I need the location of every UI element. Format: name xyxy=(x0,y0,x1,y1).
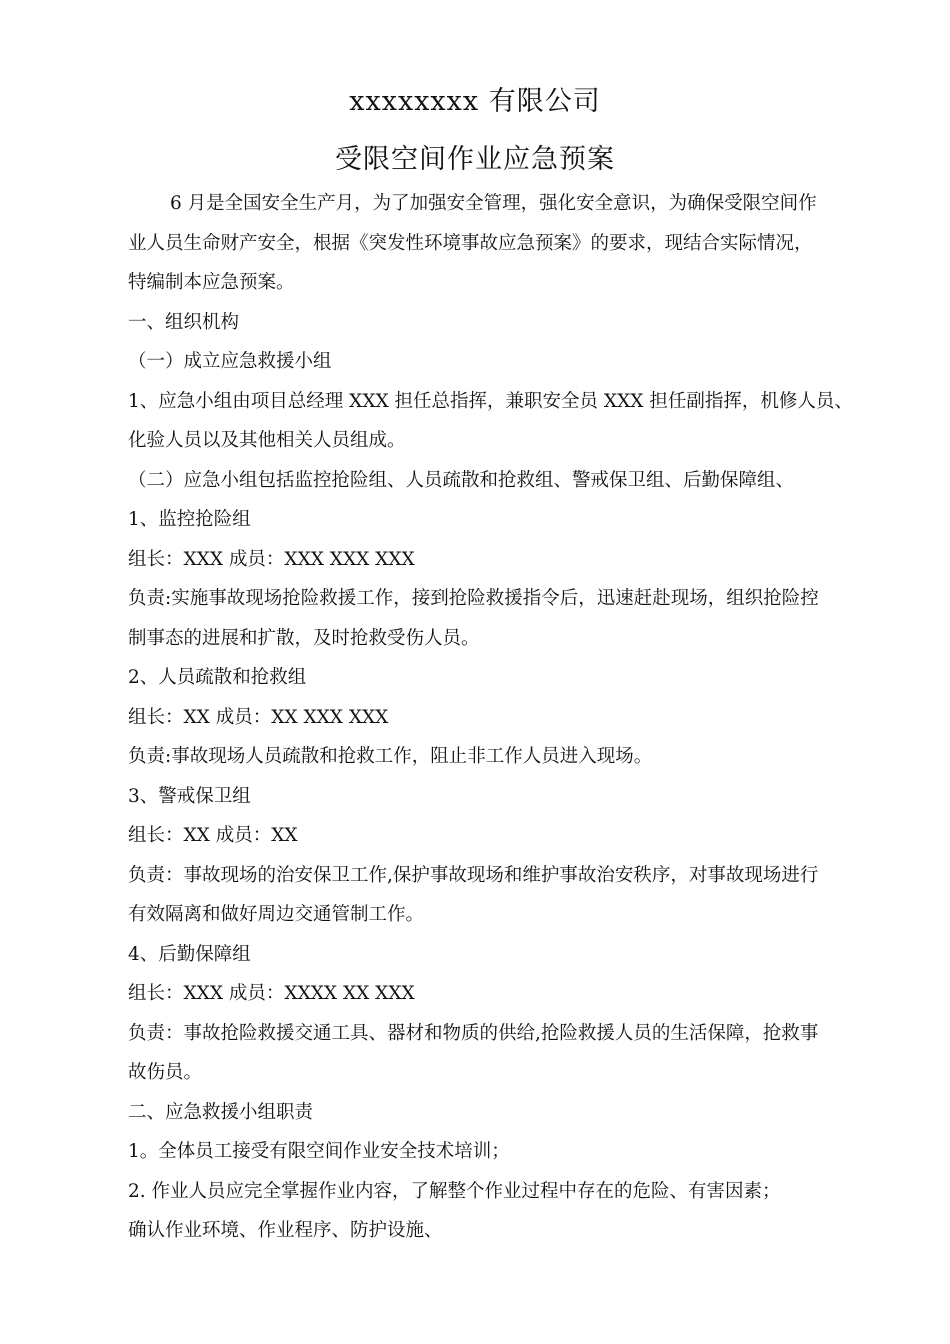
group-duty: 故伤员。 xyxy=(128,1062,203,1083)
group-duty: 负责：事故抢险救援交通工具、器材和物质的供给,抢险救援人员的生活保障，抢救事 xyxy=(128,1022,819,1044)
subsection-heading: （一）成立应急救援小组 xyxy=(128,351,332,372)
paragraph-line: 化验人员以及其他相关人员组成。 xyxy=(128,430,406,451)
group-duty: 负责：事故现场的治安保卫工作,保护事故现场和维护事故治安秩序，对事故现场进行 xyxy=(128,864,819,886)
group-members: 组长：XX 成员：XX XXX XXX xyxy=(128,706,389,728)
section-heading: 一、组织机构 xyxy=(128,311,240,333)
subsection-heading: （二）应急小组包括监控抢险组、人员疏散和抢救组、警戒保卫组、后勤保障组、 xyxy=(128,469,795,491)
paragraph-line: 6 月是全国安全生产月，为了加强安全管理，强化安全意识，为确保受限空间作 xyxy=(170,193,817,214)
group-members: 组长：XXX 成员：XXX XXX XXX xyxy=(128,548,415,570)
paragraph-line: 业人员生命财产安全，根据《突发性环境事故应急预案》的要求，现结合实际情况， xyxy=(128,232,813,254)
paragraph-line: 1。全体员工接受有限空间作业安全技术培训； xyxy=(128,1141,510,1162)
group-heading: 2、人员疏散和抢救组 xyxy=(128,667,307,688)
paragraph-line: 确认作业环境、作业程序、防护设施、 xyxy=(128,1220,443,1241)
group-heading: 4、后勤保障组 xyxy=(128,943,251,965)
paragraph-line: 2. 作业人员应完全掌握作业内容，了解整个作业过程中存在的危险、有害因素； xyxy=(128,1180,781,1202)
group-duty: 负责:事故现场人员疏散和抢救工作，阻止非工作人员进入现场。 xyxy=(128,746,653,767)
paragraph-line: 1、应急小组由项目总经理 XXX 担任总指挥，兼职安全员 XXX 担任副指挥，机修人员、 xyxy=(128,390,853,412)
document-title: 受限空间作业应急预案 xyxy=(335,144,615,175)
group-heading: 1、监控抢险组 xyxy=(128,509,251,530)
section-heading: 二、应急救援小组职责 xyxy=(128,1101,314,1123)
group-heading: 3、警戒保卫组 xyxy=(128,785,251,807)
group-members: 组长：XXX 成员：XXXX XX XXX xyxy=(128,983,415,1004)
group-members: 组长：XX 成员：XX xyxy=(128,825,298,846)
company-title: xxxxxxxx 有限公司 xyxy=(349,86,601,117)
document-body xyxy=(128,184,854,1251)
group-duty: 制事态的进展和扩散，及时抢救受伤人员。 xyxy=(128,627,480,649)
paragraph-line: 特编制本应急预案。 xyxy=(128,272,295,293)
group-duty: 负责:实施事故现场抢险救援工作，接到抢险救援指令后，迅速赶赴现场，组织抢险控 xyxy=(128,588,819,609)
group-duty: 有效隔离和做好周边交通管制工作。 xyxy=(128,904,425,925)
